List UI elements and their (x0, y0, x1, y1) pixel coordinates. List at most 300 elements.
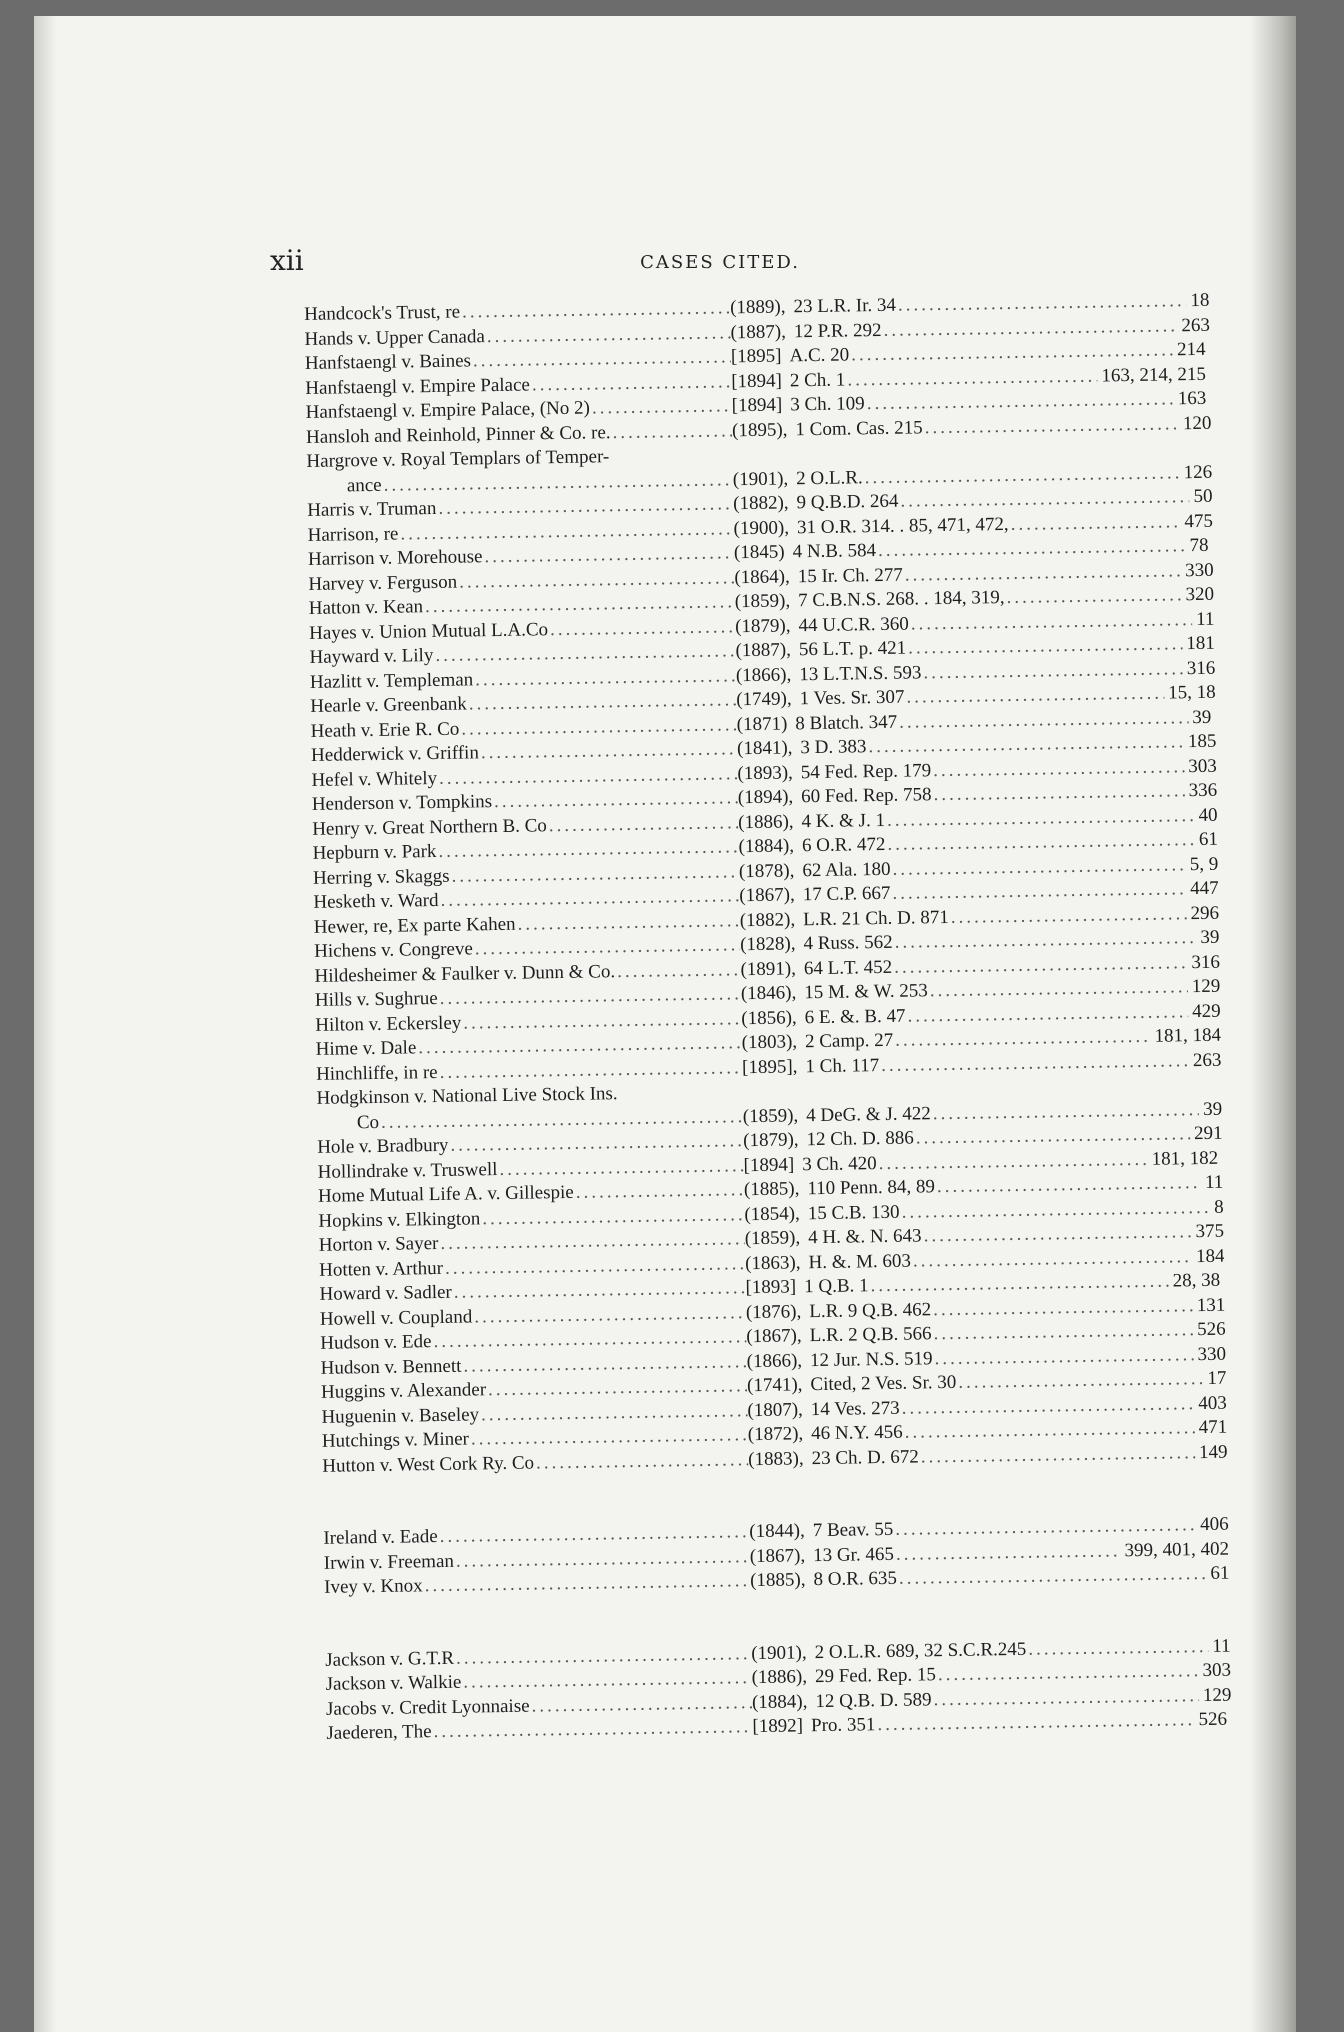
case-year: (1854), (744, 1202, 800, 1225)
case-name: Home Mutual Life A. v. Gillespie (317, 1181, 574, 1207)
case-citation: H. &. M. 603 (808, 1250, 912, 1273)
page-references: 403 (1198, 1392, 1227, 1414)
case-year: (1885), (743, 1178, 800, 1201)
case-citation: 1 Com. Cas. 215 (795, 416, 923, 440)
citation-cell (785, 290, 1209, 319)
case-name: Hargrove v. Royal Templars of Temper- (306, 446, 610, 472)
case-citation: 3 Ch. 109 (790, 393, 865, 416)
case-name: Harris v. Truman (307, 497, 437, 521)
case-citation: 2 Camp. 27 (804, 1029, 894, 1053)
case-name-continuation: Co (356, 1111, 380, 1133)
case-year: [1894] (731, 370, 783, 392)
page-references: 131 (1196, 1294, 1226, 1316)
case-citation: 4 K. & J. 1 (801, 809, 886, 832)
case-year: (1741), (746, 1374, 803, 1397)
page-references: 263 (1181, 314, 1211, 336)
page-references: 406 (1200, 1513, 1229, 1536)
leader-dots (906, 633, 1182, 659)
page-references: 471 (1198, 1416, 1228, 1439)
page-references: 526 (1196, 1318, 1226, 1341)
page-references: 129 (1202, 1684, 1232, 1706)
page-references: 163 (1177, 387, 1207, 410)
case-name: Henderson v. Tompkins (311, 791, 493, 815)
leader-dots (928, 976, 1188, 1002)
leader-dots (461, 1667, 752, 1694)
leader-dots (845, 365, 1097, 391)
case-name: Hills v. Sughrue (314, 987, 438, 1011)
case-citation: 110 Penn. 84, 89 (807, 1176, 936, 1200)
page-references: 8 (1214, 1196, 1224, 1218)
case-citation: 56 L.T. p. 421 (798, 637, 907, 661)
case-citation: 3 D. 383 (800, 736, 867, 759)
leader-dots (896, 290, 1187, 317)
leader-dots (437, 1057, 742, 1084)
case-year: (1867), (739, 884, 795, 907)
case-year: (1867), (746, 1325, 802, 1348)
leader-dots (381, 469, 732, 497)
page-references: 399, 401, 402 (1124, 1538, 1230, 1561)
case-year: (1864), (734, 565, 790, 588)
case-name: Henry v. Great Northern B. Co (312, 814, 548, 840)
case-citation: 15 Ir. Ch. 277 (797, 564, 903, 587)
leader-dots (457, 567, 734, 593)
case-citation: 1 Ves. Sr. 307 (799, 686, 905, 710)
case-name: Hatton v. Kean (308, 596, 424, 619)
leader-dots (903, 1417, 1195, 1444)
page-references: 126 (1183, 461, 1213, 483)
leader-dots (935, 1172, 1201, 1198)
case-name: Hutton v. West Cork Ry. Co (322, 1452, 535, 1477)
case-year: (1900), (733, 516, 790, 539)
leader-dots (448, 1130, 743, 1157)
case-year: (1878), (738, 859, 795, 882)
leader-dots (849, 339, 1173, 366)
case-name: Hole v. Bradbury (317, 1134, 449, 1158)
case-citation: 4 Russ. 562 (803, 931, 893, 955)
page-references: 447 (1190, 877, 1219, 900)
leader-dots (449, 861, 739, 888)
case-name: Hepburn v. Park (312, 840, 437, 864)
leader-dots (1026, 1635, 1208, 1660)
page-references: 330 (1185, 559, 1214, 581)
leader-dots (890, 854, 1186, 881)
case-year: (1872), (747, 1423, 804, 1446)
leader-dots (515, 910, 740, 936)
leader-dots (897, 1563, 1207, 1590)
leader-dots (460, 297, 730, 323)
page-references: 181, 182 (1151, 1147, 1219, 1170)
case-name: Hilton v. Eckersley (315, 1012, 462, 1036)
page-references: 316 (1186, 657, 1216, 679)
leader-dots (931, 756, 1184, 782)
case-name: Handcock's Trust, re (304, 301, 461, 325)
leader-dots (931, 1099, 1200, 1125)
case-name: Jaederen, The (326, 1721, 432, 1744)
leader-dots (876, 1148, 1147, 1174)
leader-dots (931, 1295, 1193, 1321)
leader-dots (436, 493, 733, 520)
case-name: Huguenin v. Baseley (321, 1403, 480, 1428)
leader-dots (443, 1253, 745, 1280)
page-references: 78 (1189, 534, 1209, 557)
case-year: (1845) (733, 541, 785, 564)
leader-dots (922, 413, 1179, 439)
case-name: Hudson v. Bennett (320, 1355, 462, 1379)
case-name: Hesketh v. Ward (313, 889, 439, 913)
case-name-cell (304, 297, 730, 326)
leader-dots (866, 731, 1184, 758)
page-references: 316 (1191, 951, 1221, 973)
case-year: (1895), (731, 418, 788, 441)
case-citation: 17 C.P. 667 (802, 882, 891, 906)
case-year: (1893), (737, 761, 793, 784)
leader-dots (919, 1442, 1196, 1468)
case-citation: 29 Fed. Rep. 15 (814, 1664, 937, 1688)
leader-dots (921, 658, 1183, 684)
case-name: Hazlitt v. Templeman (309, 668, 474, 693)
leader-dots (454, 1546, 750, 1573)
leader-dots (885, 829, 1195, 856)
case-year: (1882), (739, 908, 796, 931)
page-references: 39 (1192, 706, 1212, 728)
case-year: (1901), (732, 467, 789, 490)
case-name: Ireland v. Eade (323, 1526, 438, 1549)
case-citation: 13 L.T.N.S. 593 (799, 661, 922, 685)
leader-dots (899, 1196, 1210, 1223)
case-citation: 23 L.R. Ir. 34 (793, 294, 897, 318)
page-references: 11 (1204, 1171, 1224, 1193)
leader-dots (898, 486, 1189, 513)
leader-dots (936, 1660, 1199, 1686)
case-name-continuation: ance (346, 474, 382, 496)
case-name: Hichens v. Congreve (314, 938, 473, 962)
case-citation: 7 Beav. 55 (812, 1518, 894, 1542)
case-year: (1884), (738, 835, 795, 858)
case-citation: 4 H. &. N. 643 (807, 1225, 922, 1249)
case-year: (1886), (751, 1666, 808, 1689)
leader-dots (472, 1302, 746, 1328)
case-citation: 2 Ch. 1 (789, 369, 846, 391)
leader-dots (459, 714, 737, 740)
case-year: (1876), (745, 1300, 802, 1323)
page-references: 18 (1190, 289, 1210, 312)
case-name: Hutchings v. Miner (321, 1428, 470, 1452)
case-year: (1807), (747, 1398, 803, 1421)
case-name: Hopkins v. Elkington (318, 1207, 481, 1232)
leader-dots (486, 1375, 747, 1401)
leader-dots (892, 952, 1187, 979)
case-name: Jacobs v. Credit Lyonnaise (325, 1695, 530, 1720)
leader-dots (431, 1716, 752, 1743)
page-references: 303 (1188, 755, 1217, 777)
case-name: Huggins v. Alexander (320, 1379, 487, 1403)
case-name: Harrison, re (307, 523, 399, 546)
case-year: (1886), (738, 810, 794, 833)
page-references: 50 (1193, 485, 1213, 508)
leader-dots (574, 1179, 745, 1204)
page-references: 11 (1196, 608, 1215, 630)
page-references: 526 (1198, 1708, 1228, 1731)
case-year: (1866), (735, 663, 792, 686)
case-citation: 64 L.T. 452 (803, 956, 893, 979)
leader-dots (436, 836, 738, 863)
case-year: (1867), (749, 1544, 806, 1567)
leader-dots (461, 1008, 741, 1034)
case-name: Hands v. Upper Canada (304, 325, 485, 350)
case-year: (1749), (736, 688, 792, 711)
case-citation: L.R. 2 Q.B. 566 (809, 1323, 932, 1347)
case-citation: 46 N.Y. 456 (811, 1421, 903, 1445)
case-year: (1856), (741, 1006, 797, 1029)
leader-dots (893, 1514, 1196, 1541)
case-citation: 1 Ch. 117 (805, 1054, 880, 1077)
case-citation: 9 Q.B.D. 264 (796, 490, 899, 514)
case-year: (1884), (751, 1690, 808, 1713)
case-citation: 31 O.R. 314. . 85, 471, 472, (796, 513, 1009, 538)
case-name: Hefel v. Whitely (311, 767, 438, 791)
case-year: (1887), (730, 320, 787, 343)
case-name: Hansloh and Reinhold, Pinner & Co. re. (305, 421, 611, 448)
case-citation: 2 O.L.R. 689, 32 S.C.R.245 (814, 1638, 1027, 1663)
leader-dots (911, 1246, 1192, 1272)
case-year: [1895] (730, 345, 782, 368)
case-name: Hanfstaengl v. Empire Palace, (No 2) (305, 397, 591, 423)
page-references: 291 (1193, 1122, 1223, 1145)
case-year: (1844), (749, 1520, 805, 1543)
leader-dots (897, 707, 1188, 734)
leader-dots (473, 934, 741, 960)
leader-dots (473, 665, 736, 691)
leader-dots (900, 1393, 1195, 1420)
case-citation: 7 C.B.N.S. 268. . 184, 319, (797, 587, 1005, 612)
case-name: Hedderwick v. Griffin (310, 742, 480, 766)
page-references: 375 (1195, 1220, 1225, 1243)
leader-dots (438, 983, 742, 1010)
page-references: 39 (1200, 926, 1220, 948)
case-year: (1887), (735, 639, 792, 662)
leader-dots (482, 542, 734, 568)
case-name: Hinchliffe, in re (315, 1061, 438, 1085)
case-name: Ivey v. Knox (323, 1575, 423, 1598)
case-name: Hearle v. Greenbank (310, 693, 467, 717)
leader-dots (890, 878, 1186, 905)
leader-dots (379, 1106, 743, 1134)
case-year: [1894] (743, 1153, 795, 1176)
page-references: 429 (1191, 1000, 1221, 1022)
leader-dots (454, 1643, 752, 1670)
leader-dots (398, 518, 734, 545)
leader-dots (931, 780, 1184, 806)
case-citation: A.C. 20 (789, 344, 850, 367)
case-citation: 14 Ves. 273 (810, 1397, 900, 1420)
page-references: 303 (1202, 1659, 1232, 1682)
leader-dots (905, 1001, 1188, 1027)
leader-dots (615, 959, 741, 983)
case-citation: 12 Jur. N.S. 519 (809, 1347, 933, 1371)
leader-dots (461, 1351, 747, 1377)
case-citation: L.R. 21 Ch. D. 871 (802, 906, 949, 930)
leader-dots (423, 591, 735, 618)
leader-dots (956, 1368, 1203, 1394)
case-citation: L.R. 9 Q.B. 462 (809, 1298, 932, 1322)
case-year: (1803), (741, 1031, 798, 1054)
leader-dots (469, 1424, 748, 1450)
page-references: 15, 18 (1167, 681, 1216, 704)
case-citation: 6 E. &. B. 47 (804, 1005, 906, 1028)
case-citation: 54 Fed. Rep. 179 (800, 759, 932, 783)
leader-dots (903, 560, 1182, 586)
case-year: [1895], (741, 1055, 798, 1078)
case-citation: 3 Ch. 420 (802, 1152, 877, 1175)
case-year: (1846), (740, 982, 797, 1005)
page-references: 214 (1176, 338, 1206, 361)
case-name: Heath v. Erie R. Co (310, 718, 460, 742)
page-references: 330 (1197, 1343, 1227, 1365)
case-name: Harvey v. Ferguson (308, 571, 458, 595)
case-name: Hildesheimer & Faulker v. Dunn & Co. (314, 960, 616, 987)
case-year: (1859), (744, 1227, 801, 1250)
leader-dots (893, 927, 1197, 954)
case-name: Howell v. Coupland (319, 1305, 473, 1330)
leader-dots (416, 1032, 742, 1059)
page-references: 296 (1190, 902, 1220, 924)
leader-dots (548, 616, 735, 641)
case-year: (1882), (733, 492, 789, 515)
case-citation: 12 P.R. 292 (793, 319, 882, 342)
case-citation: 12 Ch. D. 886 (806, 1127, 914, 1151)
leader-dots (479, 738, 738, 764)
case-citation: 13 Gr. 465 (812, 1543, 895, 1566)
leader-dots (868, 1271, 1168, 1298)
case-year: (1883), (748, 1447, 804, 1470)
case-name: Hollindrake v. Truswell (317, 1158, 498, 1183)
case-year: [1894] (731, 394, 783, 417)
page-references: 61 (1198, 828, 1219, 851)
case-citation: 8 Blatch. 347 (795, 711, 898, 734)
case-citation: Pro. 351 (810, 1714, 876, 1737)
case-name: Irwin v. Freeman (323, 1550, 455, 1574)
case-year: (1889), (729, 296, 786, 319)
page-references: 320 (1185, 583, 1215, 606)
case-name: Herring v. Skaggs (312, 865, 450, 889)
page-references: 163, 214, 215 (1101, 363, 1207, 386)
case-name: Hayward v. Lily (309, 645, 434, 668)
case-year: (1841), (736, 737, 793, 760)
leader-dots (471, 346, 731, 372)
page-edge-shadow (1250, 16, 1296, 2032)
page-number: xii (270, 244, 304, 277)
leader-dots (865, 388, 1174, 415)
leader-dots (480, 1204, 744, 1230)
case-citation: 23 Ch. D. 672 (811, 1445, 919, 1469)
page-references: 185 (1187, 730, 1217, 753)
leader-dots (437, 763, 738, 790)
leader-dots (497, 1155, 744, 1181)
case-citation: 8 O.R. 635 (813, 1567, 898, 1591)
case-citation: 44 U.C.R. 360 (798, 613, 909, 636)
page-references: 181 (1186, 632, 1216, 655)
leader-dots (485, 322, 731, 348)
case-name: Howard v. Sadler (319, 1281, 452, 1305)
leader-dots (893, 1026, 1151, 1052)
leader-dots (904, 683, 1164, 709)
leader-dots (885, 805, 1195, 832)
case-year: (1891), (740, 957, 797, 980)
leader-dots (914, 1123, 1191, 1149)
page-gutter-shadow (34, 16, 56, 2032)
case-year: (1828), (739, 933, 796, 956)
page-references: 39 (1202, 1098, 1223, 1120)
leader-dots (529, 1692, 752, 1717)
page-references: 28, 38 (1172, 1269, 1221, 1292)
leader-dots (1008, 511, 1180, 536)
page-references: 5, 9 (1189, 853, 1219, 875)
case-name: Jackson v. G.T.R (325, 1647, 455, 1671)
leader-dots (1004, 584, 1181, 609)
case-citation: 60 Fed. Rep. 758 (801, 784, 932, 808)
case-year: [1893] (745, 1276, 797, 1299)
case-year: (1894), (737, 786, 794, 809)
case-name: Hayes v. Union Mutual L.A.Co (309, 618, 549, 644)
leader-dots (949, 903, 1187, 929)
leader-dots (438, 1228, 745, 1255)
case-name: Hotten v. Arthur (319, 1257, 444, 1281)
case-citation: 2 O.L.R. (796, 466, 863, 489)
case-year: (1885), (749, 1569, 806, 1592)
case-year: [1892] (752, 1715, 804, 1738)
leader-dots (438, 885, 739, 912)
case-citation: 4 DeG. & J. 422 (806, 1102, 931, 1126)
page-references: 40 (1198, 804, 1218, 826)
leader-dots (931, 1319, 1193, 1345)
case-year: (1901), (751, 1641, 807, 1664)
leader-dots (610, 420, 732, 444)
case-citation: 12 Q.B. D. 589 (815, 1688, 932, 1712)
case-name: Hime v. Dale (315, 1037, 417, 1060)
page-header (270, 244, 1170, 284)
case-year: (1871) (736, 712, 788, 735)
leader-dots (909, 609, 1193, 635)
leader-dots (467, 689, 737, 715)
leader-dots (879, 1050, 1189, 1077)
case-year: (1859), (742, 1104, 799, 1127)
case-citation: 15 M. & W. 253 (804, 980, 928, 1004)
page-references: 263 (1192, 1049, 1222, 1071)
page-references: 184 (1195, 1245, 1225, 1267)
leader-dots (422, 1570, 750, 1597)
leader-dots (530, 371, 732, 396)
case-citation: 4 N.B. 584 (792, 540, 877, 563)
leader-dots (894, 1540, 1121, 1566)
case-year: (1859), (734, 590, 791, 613)
leader-dots (534, 1449, 748, 1474)
running-title: CASES CITED. (640, 252, 800, 273)
case-year: (1879), (734, 614, 791, 637)
page-references: 17 (1207, 1367, 1227, 1389)
page-references: 11 (1212, 1635, 1231, 1657)
leader-dots (875, 1709, 1194, 1736)
case-citation: 15 C.B. 130 (807, 1201, 900, 1224)
case-year: (1866), (746, 1349, 803, 1372)
leader-dots (547, 812, 739, 837)
case-citation: 1 Q.B. 1 (803, 1275, 869, 1298)
page-references: 181, 184 (1154, 1024, 1222, 1047)
page-references: 475 (1184, 510, 1214, 532)
book-page (34, 16, 1296, 2032)
leader-dots (433, 640, 735, 667)
leader-dots (438, 1521, 750, 1548)
case-citation: 6 O.R. 472 (801, 833, 886, 857)
